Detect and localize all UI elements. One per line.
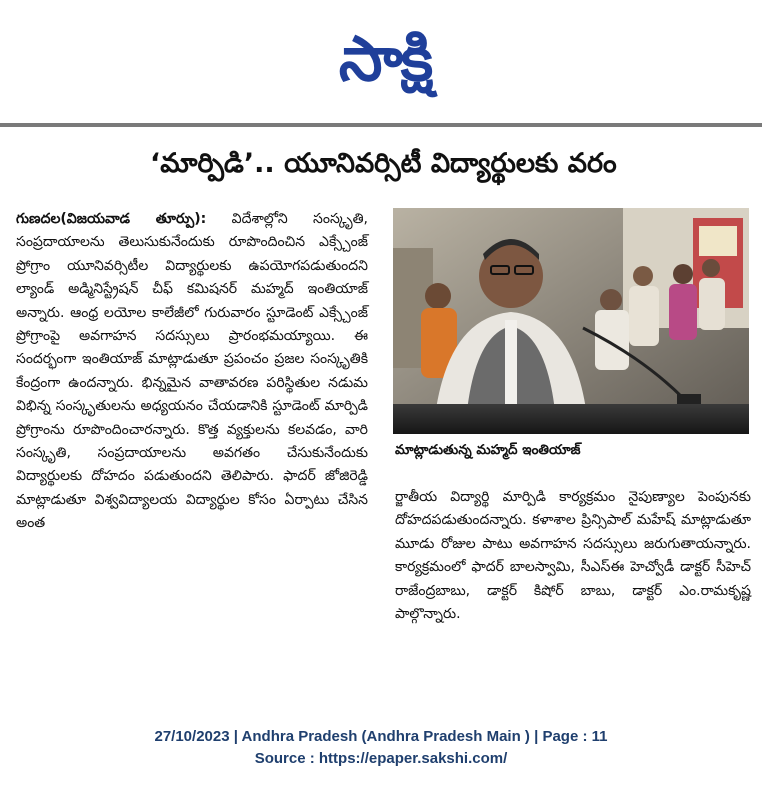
article-body-right: ర్జాతీయ విద్యార్థి మార్పిడి కార్యక్రమం నైపుణ్యాల పెంపునకు దోహదపడుతుందన్నారు. కళాశాల ప్రిన్సిపాల్ మహేష్ మాట్లాడుతూ మూడు రోజుల పాటు అవగాహన సదస్సులు జరుగుతాయన్నారు. కార్యక్రమంలో ఫాదర్ బాలస్వామి, సీఎస్ఈ హెచ్వోడీ డాక్టర్ సీహెచ్ రాజేంద్రబాబు, డాక్టర్ కిషోర్ బాబు, డాక్టర్ ఎం.రామకృష్ణ పాల్గొన్నారు. [395, 489, 751, 623]
page-footer [0, 726, 762, 770]
article-body-left: విదేశాల్లోని సంస్కృతి, సంప్రదాయాలను తెలుసుకునేందుకు రూపొందించిన ఎక్స్చేంజ్ ప్రోగ్రాం యూనివర్సిటీల విద్యార్థులకు ఉపయోగపడుతుందని ల్యాండ్ అడ్మినిస్ట్రేషన్ చీఫ్ కమిషనర్ మహ్మద్ ఇంతియాజ్ అన్నారు. ఆంధ్ర లయోల కాలేజీలో గురువారం స్టూడెంట్ ఎక్స్చేంజ్ ప్రోగ్రాంపై అవగాహన సదస్సులు ప్రారంభమయ్యాయి. ఈ సందర్భంగా ఇంతియాజ్ మాట్లాడుతూ ప్రపంచం ప్రజల సంస్కృతికి కేంద్రంగా ఉందన్నారు. భిన్నమైన వాతావరణ పరిస్థితుల నడుమ విభిన్న సంస్కృతులను అధ్యయనం చేయడానికి స్టూడెంట్ మార్పిడి ప్రోగ్రాంను రూపొందించారన్నారు. కొత్త వ్యక్తులను కలవడం, వారి సంస్కృతి, సంప్రదాయాలను అవగతం చేసుకునేందుకు విద్యార్థులకు దోహదం పడుతుందని తెలిపారు. ఫాదర్ జోజిరెడ్డి మాట్లాడుతూ విశ్వవిద్యాలయ విద్యార్థుల కోసం ఏర్పాటు చేసిన అంత [16, 211, 368, 532]
footer-source-link[interactable]: Source : https://epaper.sakshi.com/ [254, 750, 508, 767]
article-column-right [395, 486, 751, 626]
masthead-logo [280, 14, 490, 104]
article-photo [393, 208, 749, 434]
photo-caption: మాట్లాడుతున్న మహ్మద్ ఇంతియాజ్ [395, 442, 581, 458]
article-paragraph-left [16, 208, 368, 536]
article-dateline: గుణదల(విజయవాడ తూర్పు): [16, 211, 207, 227]
masthead-divider [0, 123, 762, 127]
footer-edition-info: 27/10/2023 | Andhra Pradesh (Andhra Pradesh Main ) | Page : 11 [154, 728, 608, 745]
logo-text: సాక్షి [338, 22, 432, 95]
speaker-photo-illustration [393, 208, 749, 434]
article-headline: ‘మార్పిడి’.. యూనివర్సిటీ విద్యార్థులకు వరం [150, 148, 617, 179]
article-column-left [16, 208, 368, 536]
